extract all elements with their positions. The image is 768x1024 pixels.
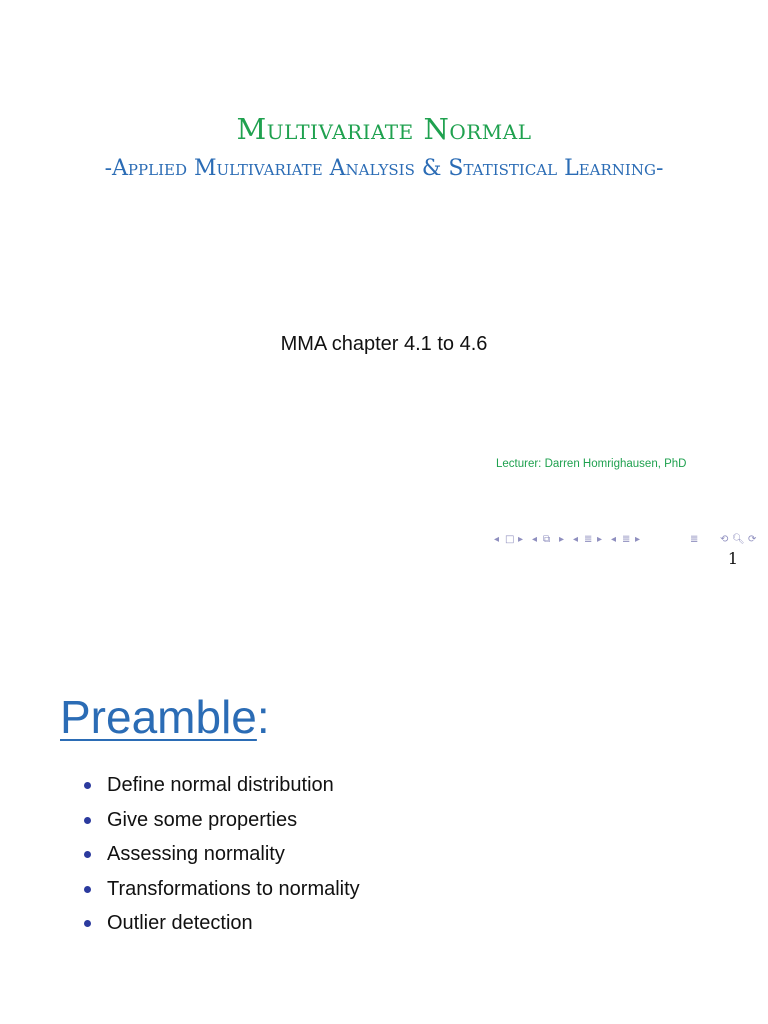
- nav-next-slide-icon[interactable]: ▸: [518, 534, 524, 545]
- page-number: 1: [727, 549, 738, 568]
- list-item: [80, 837, 360, 872]
- nav-next-section-icon[interactable]: ▸: [597, 534, 603, 545]
- nav-prev-subsection-icon[interactable]: ◂: [611, 534, 617, 545]
- nav-next-subsection-icon[interactable]: ▸: [635, 534, 641, 545]
- bullet-icon: [84, 920, 91, 927]
- lecturer-credit: Lecturer: Darren Homrighausen, PhD: [496, 458, 687, 470]
- nav-back-icon[interactable]: 🔍︎: [732, 534, 745, 545]
- nav-section-icon[interactable]: ≣: [584, 534, 593, 545]
- preamble-slide: [0, 600, 768, 1024]
- list-item: [80, 803, 360, 838]
- bullet-list: [80, 768, 360, 941]
- frame-title-colon: :: [256, 691, 270, 743]
- nav-subsection-icon[interactable]: ≣: [622, 534, 631, 545]
- nav-prev-slide-icon[interactable]: ◂: [494, 534, 500, 545]
- list-item: [80, 872, 360, 907]
- list-item: [80, 768, 360, 803]
- nav-forward-icon[interactable]: ⟳: [748, 534, 757, 545]
- nav-search-icon[interactable]: ⟲: [720, 534, 729, 545]
- frame-title: [60, 690, 270, 744]
- nav-frame-icon[interactable]: ⧉: [543, 534, 551, 545]
- list-item-text: Give some properties: [107, 808, 298, 831]
- presentation-subtitle: -Applied Multivariate Analysis & Statistical Learning-: [104, 156, 664, 181]
- bullet-icon: [84, 817, 91, 824]
- nav-prev-frame-icon[interactable]: ◂: [532, 534, 538, 545]
- list-item-text: Define normal distribution: [107, 774, 334, 796]
- list-item-text: Outlier detection: [107, 912, 253, 935]
- list-item: [80, 906, 360, 941]
- bullet-icon: [84, 782, 91, 789]
- frame-title-text: Preamble: [60, 691, 257, 743]
- nav-align-icon[interactable]: ≣: [690, 534, 699, 545]
- beamer-navigation-bar[interactable]: [494, 534, 762, 550]
- bullet-icon: [84, 851, 91, 858]
- nav-slide-icon[interactable]: □: [505, 534, 515, 545]
- bullet-icon: [84, 886, 91, 893]
- list-item-text: Transformations to normality: [107, 877, 360, 900]
- list-item-text: Assessing normality: [107, 843, 285, 866]
- presentation-title: Multivariate Normal: [236, 112, 532, 146]
- nav-next-frame-icon[interactable]: ▸: [559, 534, 565, 545]
- chapter-reference: MMA chapter 4.1 to 4.6: [280, 333, 488, 355]
- nav-prev-section-icon[interactable]: ◂: [573, 534, 579, 545]
